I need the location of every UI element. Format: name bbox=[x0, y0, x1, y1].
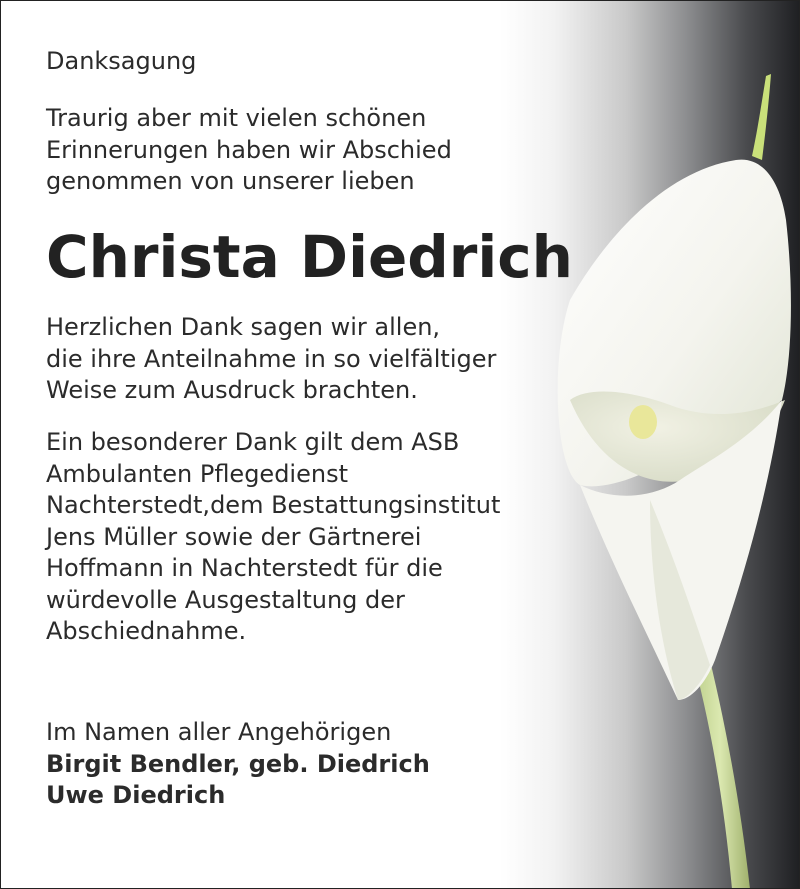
intro-line: Erinnerungen haben wir Abschied bbox=[46, 135, 452, 164]
special-thanks-paragraph bbox=[46, 427, 500, 648]
special-thanks-line: Ambulanten Pflegedienst bbox=[46, 459, 348, 488]
special-thanks-line: Nachterstedt,dem Bestattungsinstitut bbox=[46, 491, 501, 519]
calla-lily-icon bbox=[500, 0, 800, 889]
intro-line: genommen von unserer lieben bbox=[46, 167, 415, 195]
intro-paragraph bbox=[46, 103, 452, 198]
signature-intro: Im Namen aller Angehörigen bbox=[46, 718, 392, 746]
special-thanks-line: Ein besonderer Dank gilt dem ASB bbox=[46, 428, 460, 456]
signature-block bbox=[46, 717, 430, 812]
thanks-paragraph bbox=[46, 312, 496, 407]
signer-name: Uwe Diedrich bbox=[46, 781, 226, 809]
thanks-line: Herzlichen Dank sagen wir allen, bbox=[46, 313, 441, 341]
heading: Danksagung bbox=[46, 47, 197, 75]
special-thanks-line: würdevolle Ausgestaltung der bbox=[46, 585, 405, 614]
deceased-name: Christa Diedrich bbox=[46, 223, 573, 291]
intro-line: Traurig aber mit vielen schönen bbox=[46, 104, 427, 132]
special-thanks-line: Abschiednahme. bbox=[46, 617, 247, 645]
special-thanks-line: Jens Müller sowie der Gärtnerei bbox=[46, 522, 422, 551]
special-thanks-line: Hoffmann in Nachterstedt für die bbox=[46, 554, 443, 582]
thanks-line: Weise zum Ausdruck brachten. bbox=[46, 376, 418, 404]
signer-name: Birgit Bendler, geb. Diedrich bbox=[46, 749, 430, 778]
thanks-line: die ihre Anteilnahme in so vielfältiger bbox=[46, 344, 497, 373]
